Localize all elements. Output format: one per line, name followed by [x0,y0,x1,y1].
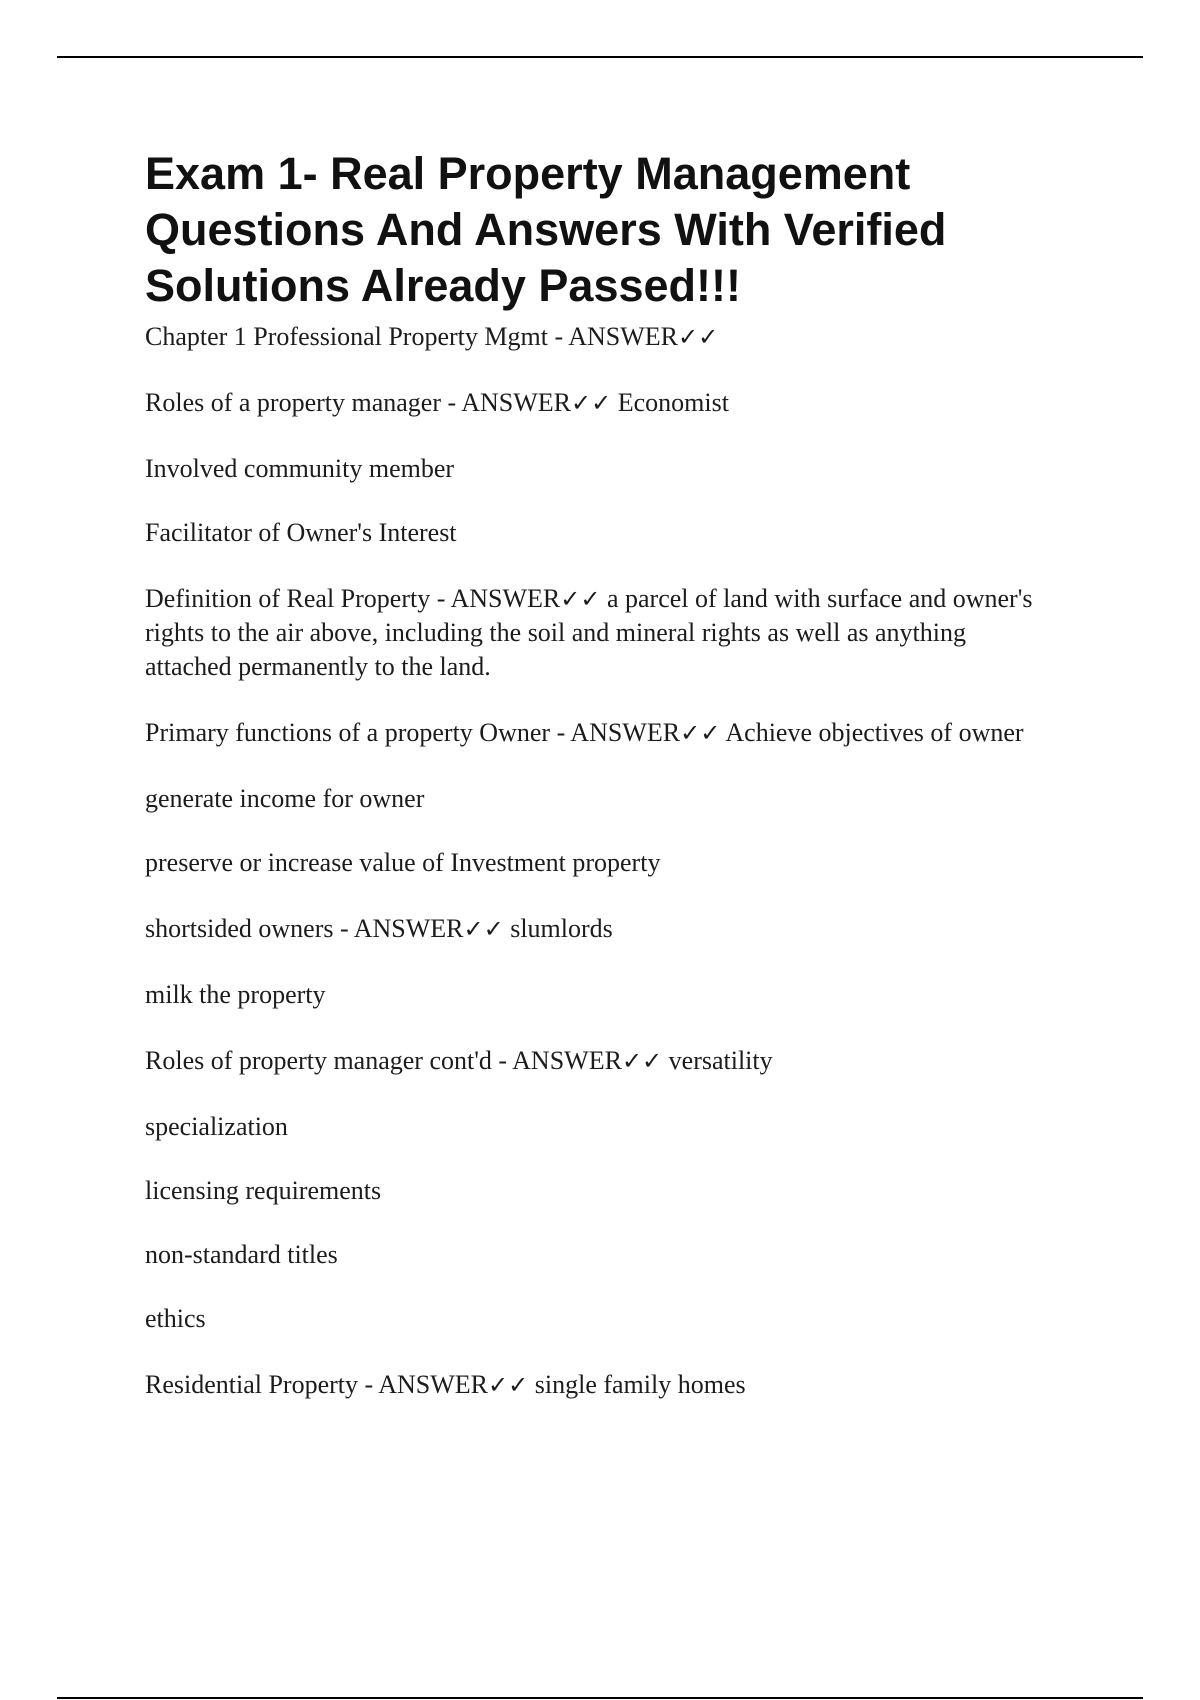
bottom-rule [57,1697,1143,1699]
checkmark-icon: ✓✓ [463,915,504,943]
qa-entry: Roles of property manager cont'd - ANSWER✓✓ versatility [145,1046,773,1075]
qa-entry: Roles of a property manager - ANSWER✓✓ Economist [145,388,729,417]
qa-entry: Definition of Real Property - ANSWER✓✓ a parcel of land with surface and owner's rights to the air above, including the soil and mineral rights as well as anything attached permanently to the land. [145,584,1033,681]
answer-line: preserve or increase value of Investment property [145,848,661,877]
qa-entry: Primary functions of a property Owner - ANSWER✓✓ Achieve objectives of owner [145,718,1024,747]
top-rule [57,56,1143,58]
answer-line: licensing requirements [145,1176,382,1205]
answer-line: specialization [145,1112,288,1141]
answer-line: Facilitator of Owner's Interest [145,518,457,547]
answer-line: ethics [145,1304,206,1333]
checkmark-icon: ✓✓ [488,1371,529,1399]
answer-line: Involved community member [145,454,455,483]
checkmark-icon: ✓✓ [680,719,721,747]
qa-entry: Residential Property - ANSWER✓✓ single family homes [145,1370,746,1399]
document-body [145,146,1045,1402]
checkmark-icon: ✓✓ [571,389,612,417]
checkmark-icon: ✓✓ [621,1047,663,1075]
answer-line: non-standard titles [145,1240,338,1269]
document-title: Exam 1- Real Property Management Questions And Answers With Verified Solutions Already Passed!!! [145,148,947,311]
answer-line: milk the property [145,980,326,1009]
checkmark-icon: ✓✓ [560,585,601,613]
qa-entry-chapter: Chapter 1 Professional Property Mgmt - ANSWER✓✓ [145,322,719,351]
checkmark-icon: ✓✓ [677,323,719,351]
answer-line: generate income for owner [145,784,425,813]
qa-entry: shortsided owners - ANSWER✓✓ slumlords [145,914,613,943]
